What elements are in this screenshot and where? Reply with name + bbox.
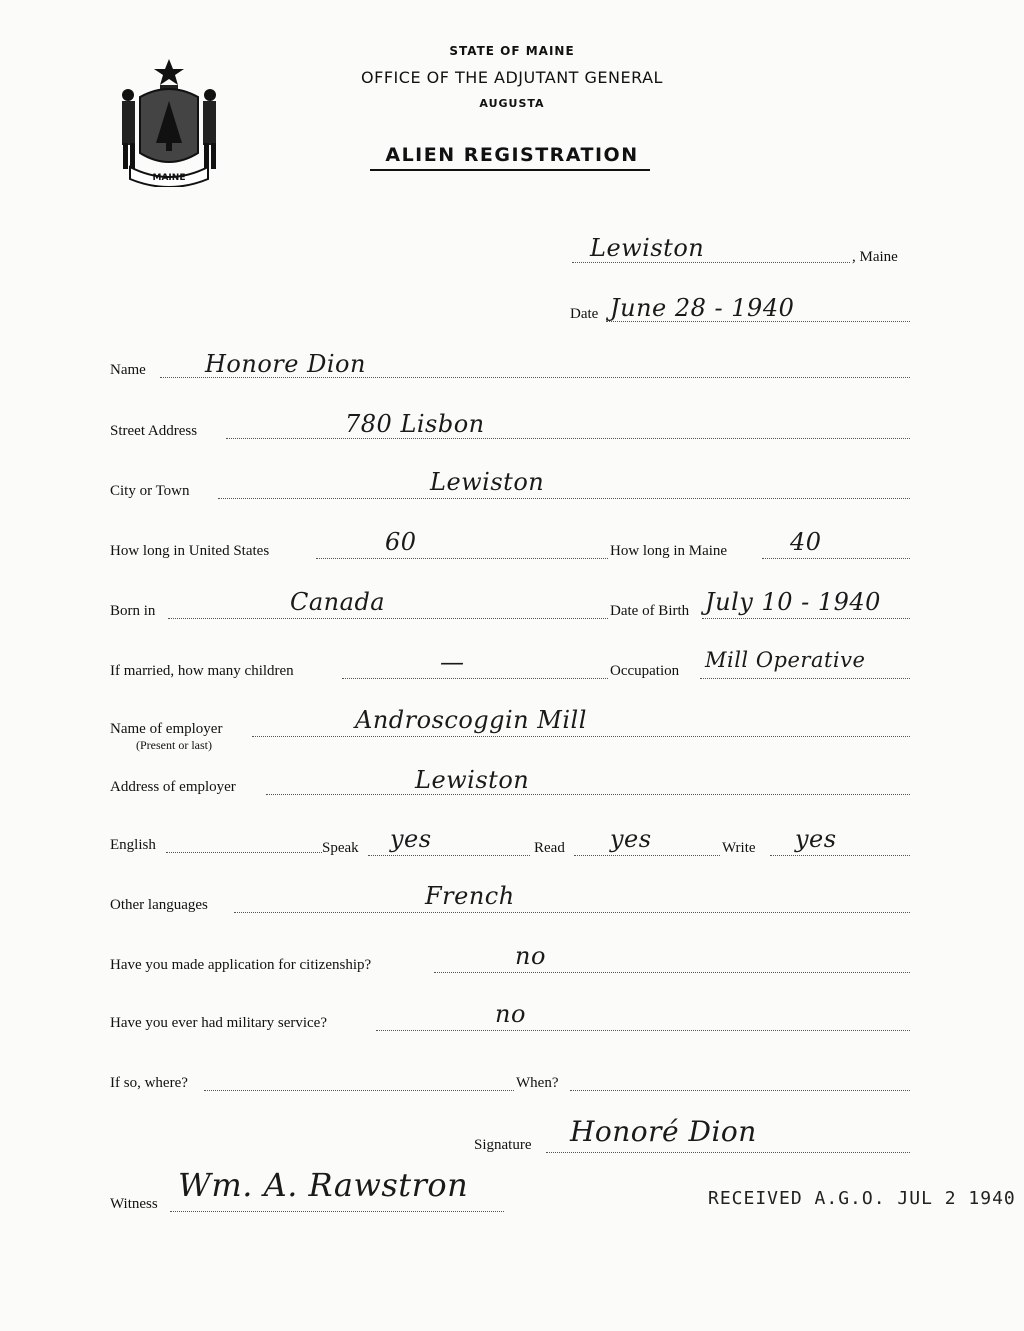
- witness-value: Wm. A. Rawstron: [178, 1166, 469, 1204]
- citizenship-label: Have you made application for citizenship?: [110, 957, 372, 973]
- signature-label: Signature: [474, 1137, 532, 1153]
- employer-sublabel: (Present or last): [136, 738, 212, 752]
- children-value: —: [440, 648, 465, 676]
- read-value: yes: [610, 825, 652, 853]
- witness-label: Witness: [110, 1196, 158, 1212]
- employer-address-label: Address of employer: [110, 779, 236, 795]
- employer-address-value: Lewiston: [415, 766, 530, 794]
- dob-value: July 10 - 1940: [705, 588, 881, 616]
- write-label: Write: [722, 840, 756, 856]
- received-stamp: RECEIVED A.G.O. JUL 2 1940: [708, 1188, 1016, 1209]
- maine-label: How long in Maine: [610, 543, 728, 559]
- speak-label: Speak: [322, 840, 359, 856]
- military-value: no: [495, 1000, 526, 1028]
- place-value: Lewiston: [590, 234, 705, 262]
- street-label: Street Address: [110, 423, 198, 439]
- date-label: Date: [570, 306, 599, 322]
- us-label: How long in United States: [110, 543, 270, 559]
- date-value: June 28 - 1940: [610, 294, 795, 322]
- where-label: If so, where?: [110, 1075, 188, 1091]
- street-value: 780 Lisbon: [345, 410, 485, 438]
- form-title: ALIEN REGISTRATION: [385, 144, 639, 166]
- maine-state-seal-icon: [110, 55, 228, 187]
- maine-value: 40: [790, 528, 822, 556]
- name-value: Honore Dion: [205, 350, 366, 378]
- citizenship-value: no: [515, 942, 546, 970]
- employer-value: Androscoggin Mill: [355, 706, 587, 734]
- us-value: 60: [385, 528, 417, 556]
- occupation-label: Occupation: [610, 663, 680, 679]
- title-underline: [370, 169, 650, 171]
- city-heading: AUGUSTA: [479, 97, 545, 110]
- city-label: City or Town: [110, 483, 190, 499]
- write-value: yes: [795, 825, 837, 853]
- read-label: Read: [534, 840, 565, 856]
- speak-value: yes: [390, 825, 432, 853]
- signature-value: Honoré Dion: [570, 1115, 757, 1148]
- born-label: Born in: [110, 603, 156, 619]
- name-label: Name: [110, 362, 146, 378]
- when-label: When?: [516, 1075, 559, 1091]
- place-suffix: , Maine: [852, 249, 898, 265]
- dob-label: Date of Birth: [610, 603, 690, 619]
- state-heading: STATE OF MAINE: [449, 44, 575, 58]
- english-label: English: [110, 837, 156, 853]
- military-label: Have you ever had military service?: [110, 1015, 327, 1031]
- office-heading: OFFICE OF THE ADJUTANT GENERAL: [361, 68, 663, 87]
- born-value: Canada: [290, 588, 386, 616]
- seal-banner-text: MAINE: [152, 173, 186, 183]
- other-languages-value: French: [425, 882, 515, 910]
- other-languages-label: Other languages: [110, 897, 208, 913]
- occupation-value: Mill Operative: [705, 648, 866, 672]
- city-value: Lewiston: [430, 468, 545, 496]
- employer-label: Name of employer: [110, 721, 223, 737]
- children-label: If married, how many children: [110, 663, 294, 679]
